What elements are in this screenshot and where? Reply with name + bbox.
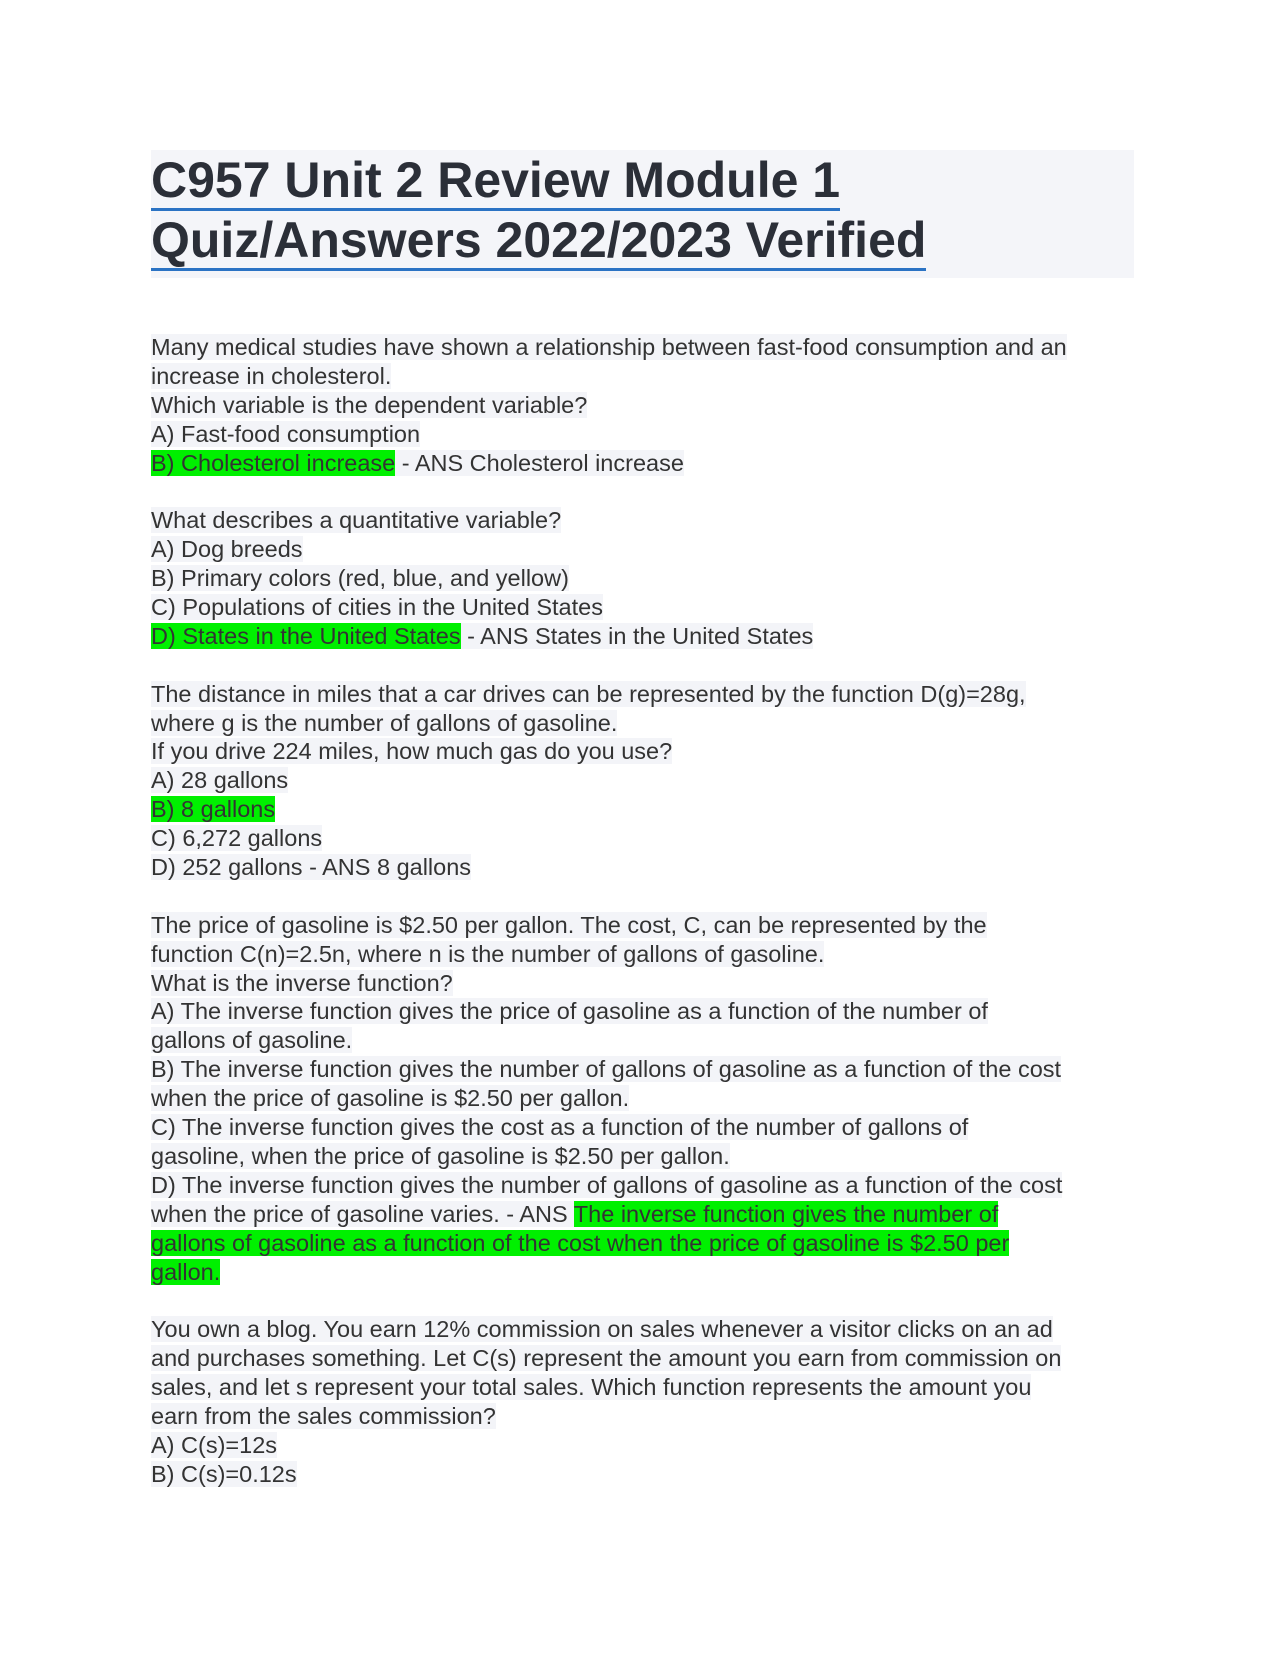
question-text: function C(n)=2.5n, where n is the number of gallons of gasoline.: [151, 940, 825, 967]
question-3: [151, 680, 1134, 882]
question-2: [151, 506, 1134, 650]
option-text: when the price of gasoline is $2.50 per gallon.: [151, 1085, 630, 1112]
highlighted-answer: The inverse function gives the number of: [573, 1200, 999, 1227]
option-text: gallons of gasoline.: [151, 1027, 353, 1054]
option-text: D) The inverse function gives the number of gallons of gasoline as a function of the cost: [151, 1171, 1063, 1198]
question-1: [151, 333, 1134, 477]
question-text: What describes a quantitative variable?: [151, 507, 562, 534]
answer-text: D) 252 gallons - ANS 8 gallons: [151, 854, 472, 881]
question-text: and purchases something. Let C(s) represent the amount you earn from commission on: [151, 1345, 1062, 1372]
question-text: Many medical studies have shown a relationship between fast-food consumption and an: [151, 334, 1067, 360]
option-text: C) Populations of cities in the United States: [151, 594, 603, 621]
question-text: If you drive 224 miles, how much gas do you use?: [151, 738, 673, 765]
question-text: where g is the number of gallons of gasoline.: [151, 709, 618, 736]
answer-text: - ANS Cholesterol increase: [395, 449, 684, 476]
question-text: sales, and let s represent your total sales. Which function represents the amount you: [151, 1374, 1032, 1401]
question-text: The price of gasoline is $2.50 per gallon. The cost, C, can be represented by the: [151, 911, 987, 938]
question-5: [151, 1315, 1134, 1488]
document-page: [151, 150, 1134, 1489]
highlighted-answer: gallon.: [151, 1258, 221, 1285]
highlighted-answer: gallons of gasoline as a function of the cost when the price of gasoline is $2.50 per: [151, 1229, 1010, 1256]
title-block: [151, 150, 1134, 278]
question-text: The distance in miles that a car drives can be represented by the function D(g)=28g,: [151, 680, 1026, 707]
option-text: gasoline, when the price of gasoline is $2.50 per gallon.: [151, 1142, 730, 1169]
option-text: A) Dog breeds: [151, 536, 303, 563]
option-text: C) 6,272 gallons: [151, 825, 323, 852]
option-text: B) The inverse function gives the number of gallons of gasoline as a function of the cost: [151, 1056, 1062, 1083]
highlighted-option: D) States in the United States: [151, 622, 461, 649]
option-text: A) 28 gallons: [151, 767, 289, 794]
question-text: increase in cholesterol.: [151, 362, 392, 389]
question-text: Which variable is the dependent variable?: [151, 391, 588, 418]
question-text: earn from the sales commission?: [151, 1402, 496, 1429]
option-text: C) The inverse function gives the cost as a function of the number of gallons of: [151, 1114, 969, 1141]
option-text: A) The inverse function gives the price of gasoline as a function of the number of: [151, 998, 988, 1025]
option-text: A) Fast-food consumption: [151, 420, 421, 447]
question-text: You own a blog. You earn 12% commission on sales whenever a visitor clicks on an ad: [151, 1316, 1053, 1343]
page-title-line-2: Quiz/Answers 2022/2023 Verified: [151, 212, 926, 271]
page-title-line-1: C957 Unit 2 Review Module 1: [151, 152, 840, 211]
answer-text: - ANS States in the United States: [460, 622, 814, 649]
question-4: [151, 911, 1134, 1287]
highlighted-option: B) 8 gallons: [151, 796, 276, 823]
option-text: B) Primary colors (red, blue, and yellow): [151, 565, 569, 592]
highlighted-option: B) Cholesterol increase: [151, 449, 396, 476]
answer-prefix: when the price of gasoline varies. - ANS: [151, 1200, 574, 1227]
option-text: A) C(s)=12s: [151, 1431, 278, 1458]
option-text: B) C(s)=0.12s: [151, 1460, 297, 1487]
question-text: What is the inverse function?: [151, 969, 453, 996]
